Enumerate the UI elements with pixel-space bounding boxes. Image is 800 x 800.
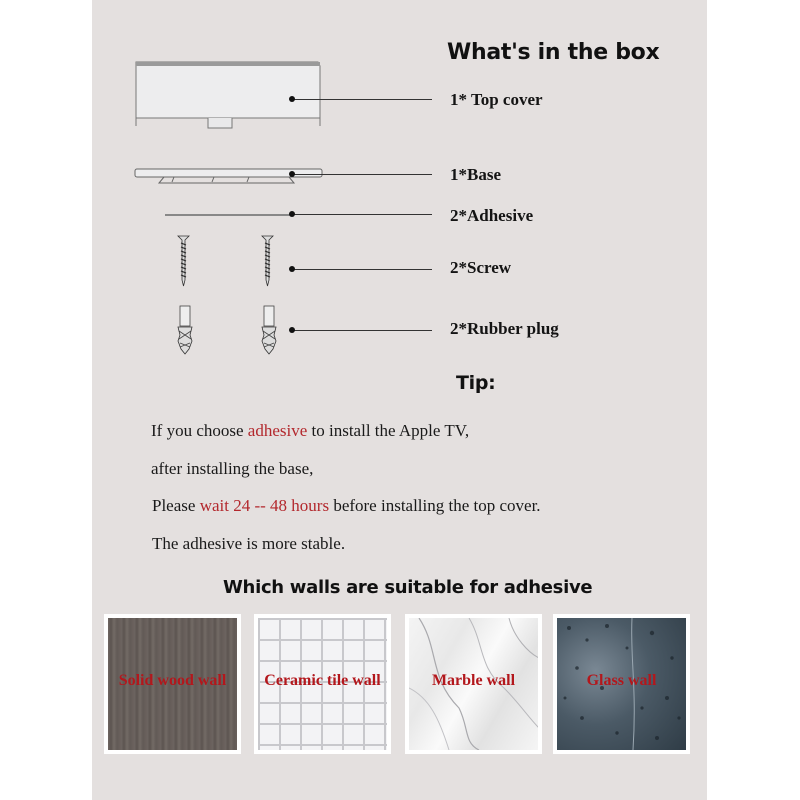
screw-leader-dot [289, 266, 295, 272]
rubber-plug-icon [177, 305, 193, 355]
wall-tile-ceramic [254, 614, 391, 754]
tip-line-4 [152, 534, 345, 554]
wall-label: Marble wall [431, 672, 516, 689]
wall-tile-marble [405, 614, 542, 754]
box-contents-title: What's in the box [447, 40, 660, 65]
screw-icon [178, 235, 190, 287]
tip-title: Tip: [456, 372, 496, 394]
screw-leader-line [292, 269, 432, 270]
rubber-plug-leader-dot [289, 327, 295, 333]
tip-line-3 [152, 496, 541, 516]
tip-text: The adhesive is more stable. [152, 534, 346, 553]
top-cover-icon [130, 58, 330, 133]
marble-texture-image [409, 618, 538, 750]
ceramic-tile-texture-image [258, 618, 387, 750]
tip-text: Please [152, 496, 200, 515]
base-leader-line [292, 174, 432, 175]
screw-icon [262, 235, 274, 287]
tip-text: after installing the base, [151, 459, 314, 478]
wood-texture-image [108, 618, 237, 750]
tip-text: If you choose [151, 421, 248, 440]
walls-title: Which walls are suitable for adhesive [223, 577, 593, 598]
rubber-plug-icon [261, 305, 277, 355]
wall-label: Glass wall [586, 672, 657, 689]
item-label-screw: 2*Screw [450, 258, 512, 277]
item-label-rubber-plug: 2*Rubber plug [450, 319, 559, 338]
wall-label: Solid wood wall [118, 672, 227, 689]
adhesive-leader-dot [289, 211, 295, 217]
base-icon [134, 168, 324, 188]
glass-texture-image [557, 618, 686, 750]
tip-line-2 [151, 459, 313, 479]
tip-line-1 [151, 421, 469, 441]
tip-highlight-adhesive: adhesive [247, 421, 308, 440]
item-label-top-cover: 1* Top cover [450, 90, 543, 109]
adhesive-strip-icon [165, 214, 292, 216]
tip-highlight-wait-time: wait 24 -- 48 hours [199, 496, 330, 515]
rubber-plug-leader-line [292, 330, 432, 331]
wall-tile-solid-wood [104, 614, 241, 754]
item-label-adhesive: 2*Adhesive [450, 206, 534, 225]
top-cover-leader-dot [289, 96, 295, 102]
tip-text: before installing the top cover. [329, 496, 541, 515]
tip-text: to install the Apple TV, [307, 421, 470, 440]
wall-tile-glass [553, 614, 690, 754]
adhesive-leader-line [292, 214, 432, 215]
wall-label: Ceramic tile wall [264, 672, 381, 689]
item-label-base: 1*Base [450, 165, 501, 184]
base-leader-dot [289, 171, 295, 177]
top-cover-leader-line [292, 99, 432, 100]
